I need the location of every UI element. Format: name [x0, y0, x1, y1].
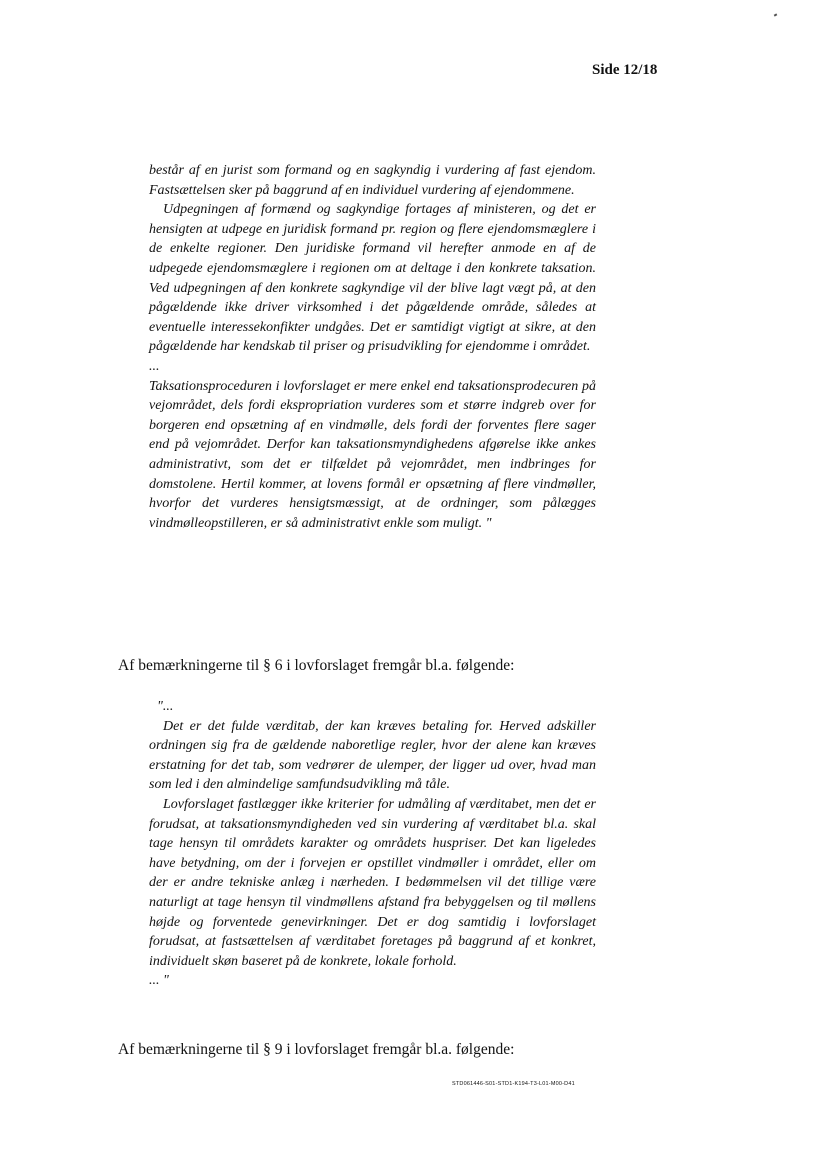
quote-block-1 — [149, 161, 596, 533]
page-number: Side 12/18 — [592, 62, 658, 78]
section-9-intro: Af bemærkningerne til § 9 i lovforslaget fremgår bl.a. følgende: — [118, 1041, 515, 1058]
quote1-paragraph-1: består af en jurist som formand og en sagkyndig i vurdering af fast ejendom. Fastsættelsen sker på baggrund af en individuel vurdering af ejendommene. — [149, 163, 596, 198]
quote1-paragraph-2: Udpegningen af formænd og sagkyndige fortages af ministeren, og det er hensigten at udpege en juridisk formand pr. region og flere ejendomsmæglere i de enkelte regioner. Den juridiske formand vil herefter anmode en af de udpegede ejendomsmæglere i regionen om at deltage i den konkrete taksation. Ved udpegningen af den konkrete sagkyndige vil der blive lagt vægt på, at den pågældende ikke driver virksomhed i det pågældende område, således at eventuelle interessekonfikter undgåes. Det er samtidigt vigtigt at sikre, at den pågældende har kendskab til priser og prisudvikling for ejendomme i området. — [149, 202, 596, 355]
quote-block-2 — [149, 697, 596, 991]
quote2-open: "... — [157, 699, 174, 714]
quote2-close: ... " — [149, 973, 169, 989]
section-6-intro: Af bemærkningerne til § 6 i lovforslaget fremgår bl.a. følgende: — [118, 657, 515, 674]
quote2-paragraph-2: Lovforslaget fastlægger ikke kriterier for udmåling af værditabet, men det er forudsat, at taksationsmyndigheden ved sin vurdering af værditabet bl.a. skal tage hensyn til områdets karakter og områdets huspriser. Det kan ligeledes have betydning, om der i forvejen er opstillet vindmøller i området, eller om der er andre tekniske anlæg i nærheden. I bedømmelsen vil det tillige være naturligt at tage hensyn til vindmøllens afstand fra bebyggelsen og til møllens højde og forventede genevirkninger. Det er dog samtidig i lovforslaget forudsat, at fastsættelsen af værditabet foretages på baggrund af et konkret, individuelt skøn baseret på de konkrete, lokale forhold. — [149, 796, 596, 969]
quote2-paragraph-1: Det er det fulde værditab, der kan kræves betaling for. Herved adskiller ordningen sig fra de gældende naboretlige regler, hvor der alene kan kræves erstatning for det tab, som vedrører de ulemper, der ligger ud over, hvad man som led i den almindelige samfundsudvikling må tåle. — [149, 718, 596, 793]
document-reference: STD061446-S01-STD1-K194-T3-L01-M00-D41 — [452, 1081, 575, 1087]
quote1-ellipsis: ... — [149, 358, 160, 374]
quote1-paragraph-3: Taksationsproceduren i lovforslaget er mere enkel end taksationsprodecuren på vejområdet, dels fordi ekspropriation vurderes som et større indgreb over for borgeren end opsætning af en vindmølle, dels fordi der forventes flere sager end på vejområdet. Derfor kan taksationsmyndighedens afgørelse ikke ankes administrativt, som det er tilfældet på vejområdet, men indbringes for domstolene. Hertil kommer, at lovens formål er opsætning af flere vindmøller, hvorfor det vurderes hensigtsmæssigt, at de ordninger, som pålægges vindmølleopstilleren, er så administrativt enkle som muligt. " — [149, 378, 596, 531]
scan-speck — [774, 13, 778, 16]
